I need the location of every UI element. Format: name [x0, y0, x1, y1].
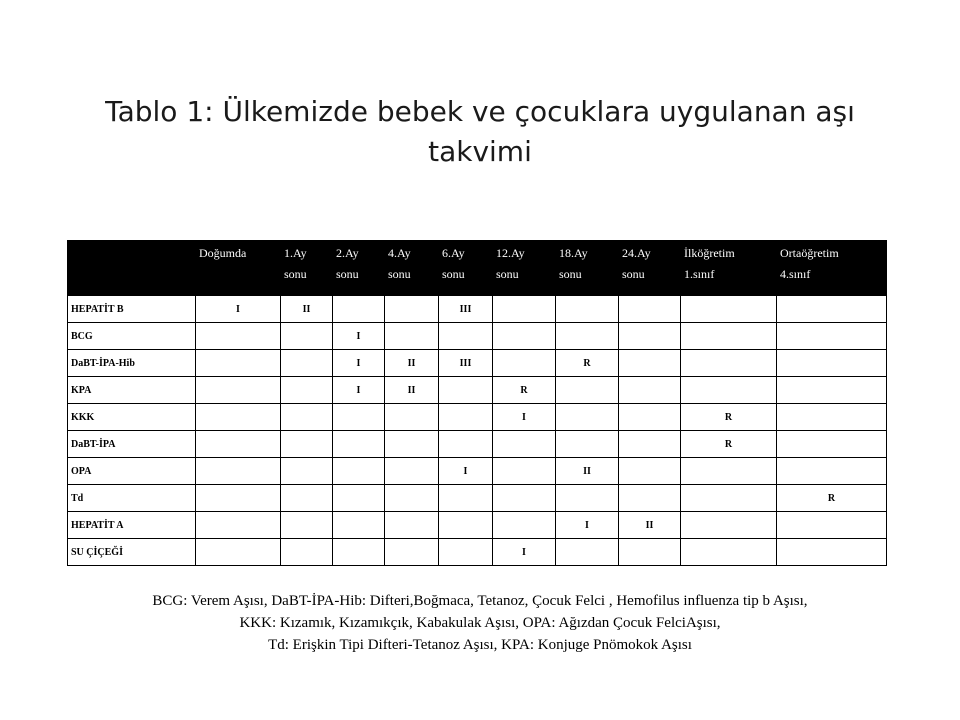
dose-cell: I: [333, 350, 385, 377]
dose-cell: [777, 323, 887, 350]
dose-cell: II: [281, 296, 333, 323]
table-row: [68, 350, 887, 377]
dose-cell: [196, 377, 281, 404]
dose-cell: [619, 485, 681, 512]
dose-cell: [681, 512, 777, 539]
column-header-line: sonu: [388, 267, 411, 281]
dose-cell: [333, 296, 385, 323]
column-header: [681, 241, 777, 296]
dose-cell: [619, 404, 681, 431]
abbreviation-legend: [40, 590, 920, 656]
dose-cell: [556, 431, 619, 458]
table-body: [68, 296, 887, 566]
dose-cell: [333, 485, 385, 512]
dose-cell: [281, 539, 333, 566]
table-row: [68, 458, 887, 485]
dose-cell: [777, 377, 887, 404]
dose-cell: [493, 323, 556, 350]
vaccine-name-cell: OPA: [68, 458, 196, 485]
vaccine-name-cell: BCG: [68, 323, 196, 350]
page-title: [40, 92, 920, 172]
table-row: [68, 323, 887, 350]
dose-cell: [681, 458, 777, 485]
dose-cell: [777, 458, 887, 485]
vaccine-name-cell: DaBT-İPA-Hib: [68, 350, 196, 377]
dose-cell: [681, 377, 777, 404]
column-header: [385, 241, 439, 296]
dose-cell: [333, 458, 385, 485]
dose-cell: [556, 539, 619, 566]
table-row: [68, 296, 887, 323]
dose-cell: [196, 323, 281, 350]
dose-cell: [385, 404, 439, 431]
dose-cell: R: [556, 350, 619, 377]
vaccine-name-cell: KKK: [68, 404, 196, 431]
title-line-2: takvimi: [428, 135, 532, 168]
column-header-line: sonu: [622, 267, 645, 281]
dose-cell: [681, 350, 777, 377]
column-header-line: sonu: [336, 267, 359, 281]
dose-cell: [493, 458, 556, 485]
table-row: [68, 404, 887, 431]
legend-line-3: Td: Erişkin Tipi Difteri-Tetanoz Aşısı, KPA: Konjuge Pnömokok Aşısı: [268, 637, 692, 653]
column-header-line: Doğumda: [199, 246, 247, 260]
dose-cell: [556, 296, 619, 323]
title-line-1: Tablo 1: Ülkemizde bebek ve çocuklara uygulanan aşı: [105, 95, 855, 128]
table-row: [68, 431, 887, 458]
column-header-line: sonu: [496, 267, 519, 281]
vaccine-name-cell: HEPATİT B: [68, 296, 196, 323]
dose-cell: R: [681, 431, 777, 458]
dose-cell: [493, 431, 556, 458]
dose-cell: [777, 296, 887, 323]
dose-cell: [493, 512, 556, 539]
dose-cell: I: [196, 296, 281, 323]
dose-cell: [777, 512, 887, 539]
dose-cell: II: [556, 458, 619, 485]
dose-cell: [619, 539, 681, 566]
column-header-line: 1.Ay: [284, 246, 307, 260]
dose-cell: [439, 404, 493, 431]
dose-cell: [777, 431, 887, 458]
dose-cell: [439, 323, 493, 350]
column-header-line: 2.Ay: [336, 246, 359, 260]
table-row: [68, 539, 887, 566]
column-header-line: sonu: [559, 267, 582, 281]
vaccine-name-cell: DaBT-İPA: [68, 431, 196, 458]
dose-cell: [619, 350, 681, 377]
dose-cell: [556, 377, 619, 404]
dose-cell: II: [385, 377, 439, 404]
table-row: [68, 512, 887, 539]
dose-cell: [619, 296, 681, 323]
column-header: [556, 241, 619, 296]
column-header-line: Ortaöğretim: [780, 246, 839, 260]
dose-cell: [281, 485, 333, 512]
dose-cell: III: [439, 350, 493, 377]
column-header-line: 4.Ay: [388, 246, 411, 260]
dose-cell: [196, 431, 281, 458]
column-header: [196, 241, 281, 296]
table-row: [68, 377, 887, 404]
dose-cell: [196, 485, 281, 512]
column-header: [333, 241, 385, 296]
dose-cell: R: [681, 404, 777, 431]
column-header: [619, 241, 681, 296]
dose-cell: [439, 377, 493, 404]
dose-cell: [777, 350, 887, 377]
dose-cell: [385, 431, 439, 458]
dose-cell: [619, 377, 681, 404]
dose-cell: III: [439, 296, 493, 323]
dose-cell: [196, 458, 281, 485]
vaccine-name-cell: SU ÇİÇEĞİ: [68, 539, 196, 566]
dose-cell: I: [493, 539, 556, 566]
column-header-line: 18.Ay: [559, 246, 588, 260]
dose-cell: [196, 512, 281, 539]
dose-cell: [439, 485, 493, 512]
dose-cell: [439, 539, 493, 566]
column-header-line: sonu: [442, 267, 465, 281]
dose-cell: [281, 323, 333, 350]
dose-cell: [333, 512, 385, 539]
dose-cell: [281, 377, 333, 404]
dose-cell: [681, 485, 777, 512]
dose-cell: [493, 350, 556, 377]
dose-cell: I: [493, 404, 556, 431]
dose-cell: [333, 404, 385, 431]
column-header: [439, 241, 493, 296]
column-header-line: 6.Ay: [442, 246, 465, 260]
column-header: [281, 241, 333, 296]
dose-cell: I: [439, 458, 493, 485]
vaccine-name-cell: KPA: [68, 377, 196, 404]
vaccine-name-cell: HEPATİT A: [68, 512, 196, 539]
column-header-line: 12.Ay: [496, 246, 525, 260]
dose-cell: I: [333, 377, 385, 404]
dose-cell: [281, 512, 333, 539]
dose-cell: [281, 431, 333, 458]
column-header-line: sonu: [284, 267, 307, 281]
dose-cell: [385, 539, 439, 566]
column-header-line: 24.Ay: [622, 246, 651, 260]
dose-cell: [681, 296, 777, 323]
dose-cell: R: [493, 377, 556, 404]
dose-cell: [333, 431, 385, 458]
column-header-line: 1.sınıf: [684, 267, 715, 281]
legend-line-1: BCG: Verem Aşısı, DaBT-İPA-Hib: Difteri,Boğmaca, Tetanoz, Çocuk Felci , Hemofilus influenza tip b Aşısı,: [152, 593, 808, 609]
dose-cell: I: [556, 512, 619, 539]
dose-cell: [196, 404, 281, 431]
dose-cell: [619, 458, 681, 485]
column-header: [777, 241, 887, 296]
dose-cell: [385, 485, 439, 512]
dose-cell: [196, 539, 281, 566]
dose-cell: [281, 458, 333, 485]
table-header-row: [68, 241, 887, 296]
dose-cell: R: [777, 485, 887, 512]
column-header: [493, 241, 556, 296]
dose-cell: [439, 431, 493, 458]
dose-cell: [385, 512, 439, 539]
vaccine-schedule-table: [67, 240, 887, 566]
column-header-line: İlköğretim: [684, 246, 735, 260]
dose-cell: [333, 539, 385, 566]
dose-cell: [439, 512, 493, 539]
legend-line-2: KKK: Kızamık, Kızamıkçık, Kabakulak Aşısı, OPA: Ağızdan Çocuk FelciAşısı,: [239, 615, 721, 631]
dose-cell: [681, 539, 777, 566]
dose-cell: [556, 404, 619, 431]
dose-cell: [619, 323, 681, 350]
table-row: [68, 485, 887, 512]
dose-cell: I: [333, 323, 385, 350]
dose-cell: II: [619, 512, 681, 539]
column-header: [68, 241, 196, 296]
dose-cell: [281, 404, 333, 431]
dose-cell: [196, 350, 281, 377]
dose-cell: [493, 485, 556, 512]
vaccine-name-cell: Td: [68, 485, 196, 512]
dose-cell: [777, 404, 887, 431]
dose-cell: II: [385, 350, 439, 377]
dose-cell: [385, 458, 439, 485]
dose-cell: [681, 323, 777, 350]
dose-cell: [556, 485, 619, 512]
dose-cell: [556, 323, 619, 350]
column-header-line: 4.sınıf: [780, 267, 811, 281]
dose-cell: [385, 296, 439, 323]
dose-cell: [777, 539, 887, 566]
dose-cell: [619, 431, 681, 458]
dose-cell: [281, 350, 333, 377]
dose-cell: [493, 296, 556, 323]
dose-cell: [385, 323, 439, 350]
